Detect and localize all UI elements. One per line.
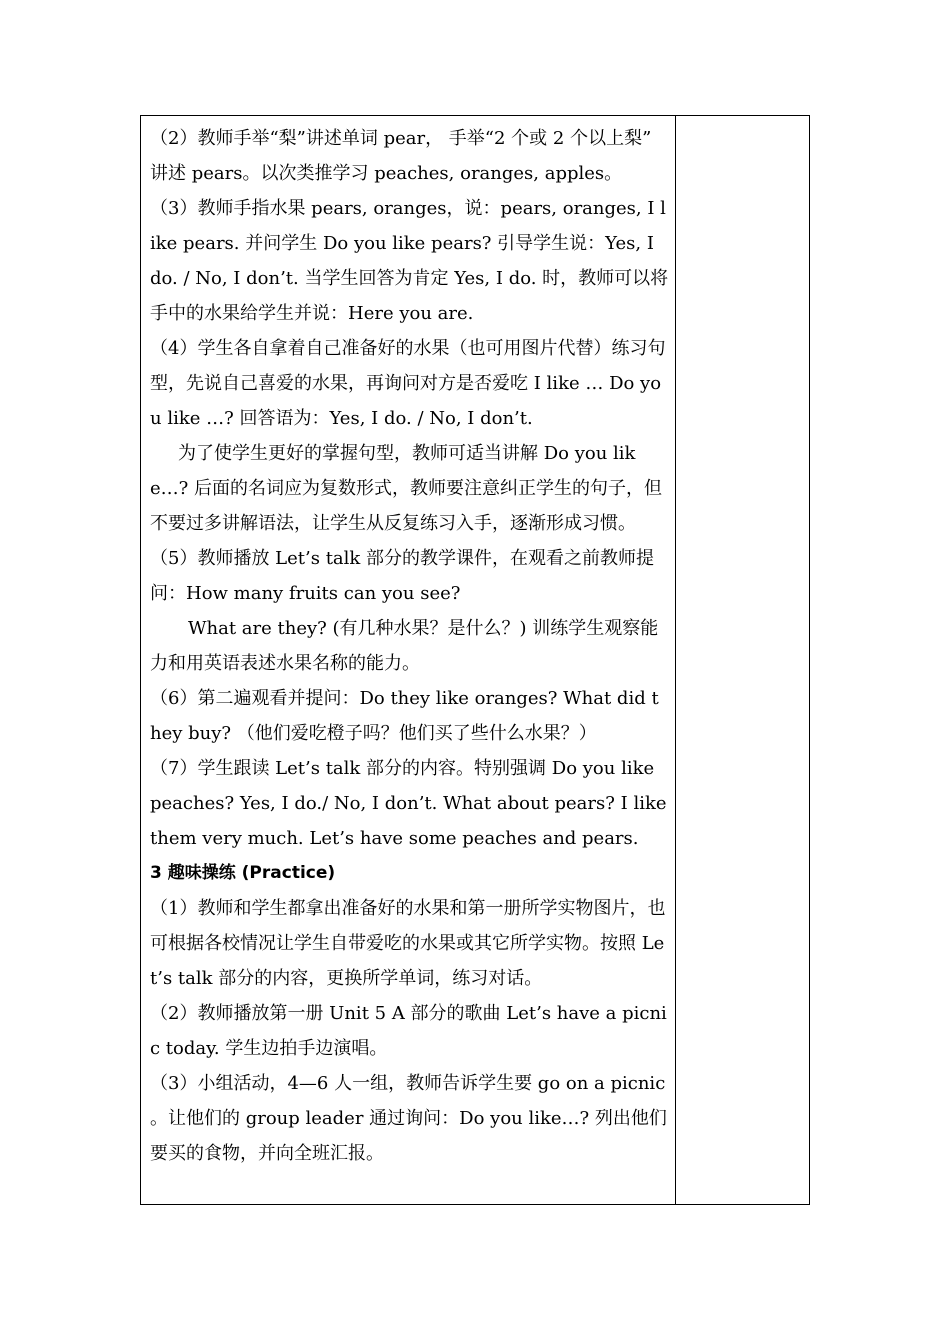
paragraph-step-6: （6）第二遍观看并提问：Do they like oranges? What did they buy? （他们爱吃橙子吗？他们买了些什么水果？）	[150, 688, 659, 744]
section-heading-practice: 3 趣味操练 (Practice)	[150, 863, 336, 883]
paragraph-step-2: （2）教师手举“梨”讲述单词 pear， 手举“2 个或 2 个以上梨” 讲述 pears。以次类推学习 peaches, oranges, apples。	[150, 128, 652, 184]
paragraph-step-7: （7）学生跟读 Let’s talk 部分的内容。特别强调 Do you like peaches? Yes, I do./ No, I don’t. What about pears? I like them very much. Let’s have some peaches and pears.	[150, 758, 667, 849]
paragraph-step-4: （4）学生各自拿着自己准备好的水果（也可用图片代替）练习句型，先说自己喜爱的水果，再询问对方是否爱吃 I like … Do you like …? 回答语为：Yes, I do. / No, I don’t.	[150, 338, 666, 429]
paragraph-practice-2: （2）教师播放第一册 Unit 5 A 部分的歌曲 Let’s have a picnic today. 学生边拍手边演唱。	[150, 1003, 667, 1059]
paragraph-practice-1: （1）教师和学生都拿出准备好的水果和第一册所学实物图片，也可根据各校情况让学生自带爱吃的水果或其它所学实物。按照 Let’s talk 部分的内容，更换所学单词，练习对话。	[150, 898, 666, 989]
lesson-content-cell	[141, 116, 675, 1204]
paragraph-step-5: （5）教师播放 Let’s talk 部分的教学课件，在观看之前教师提问：How many fruits can you see?	[150, 548, 655, 604]
paragraph-step-3: （3）教师手指水果 pears, oranges，说：pears, oranges, I like pears. 并问学生 Do you like pears? 引导学生说：Yes, I do. / No, I don’t. 当学生回答为肯定 Yes, I do. 时，教师可以将手中的水果给学生并说：Here you are.	[150, 198, 669, 324]
lesson-table	[140, 115, 810, 1205]
notes-cell	[676, 116, 809, 1204]
paragraph-grammar-note: 为了使学生更好的掌握句型，教师可适当讲解 Do you like…? 后面的名词应为复数形式，教师要注意纠正学生的句子，但不要过多讲解语法，让学生从反复练习入手，逐渐形成习惯。	[150, 443, 663, 534]
paragraph-practice-3: （3）小组活动，4—6 人一组，教师告诉学生要 go on a picnic 。让他们的 group leader 通过询问：Do you like…? 列出他们要买的食物，并向全班汇报。	[150, 1073, 667, 1164]
paragraph-step-5-followup: What are they? (有几种水果？是什么？) 训练学生观察能力和用英语表述水果名称的能力。	[150, 618, 659, 674]
